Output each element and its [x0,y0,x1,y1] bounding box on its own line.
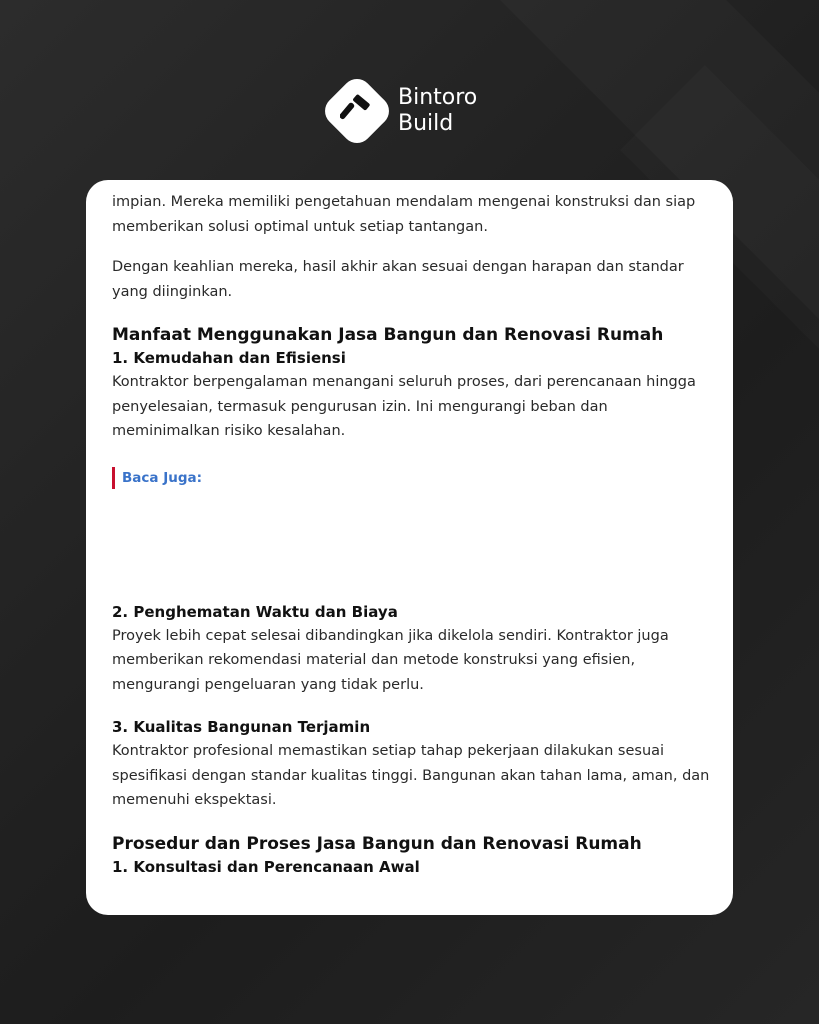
brand-name-line1: Bintoro [398,85,478,110]
read-also-box [112,466,712,490]
read-also-accent-bar [112,467,115,489]
procedure-1-title: 1. Konsultasi dan Perencanaan Awal [112,857,420,876]
benefit-1-title: 1. Kemudahan dan Efisiensi [112,349,346,367]
brand-name-line2: Build [398,111,454,136]
read-also-empty-area [112,490,712,600]
benefit-2-title: 2. Penghematan Waktu dan Biaya [112,602,398,621]
brand-logo [330,84,477,138]
logo-badge [319,73,395,149]
read-also-link[interactable]: Baca Juga: [122,469,203,486]
section-title-procedure: Prosedur dan Proses Jasa Bangun dan Renovasi Rumah [112,833,642,854]
article-card [86,180,733,915]
benefit-1-text: Kontraktor berpengalaman menangani seluruh proses, dari perencanaan hingga penyelesaian, termasuk pengurusan izin. Ini mengurangi beban dan meminimalkan risiko kesalahan. [112,374,696,439]
benefit-2-text: Proyek lebih cepat selesai dibandingkan jika dikelola sendiri. Kontraktor juga memberikan rekomendasi material dan metode konstruksi yang efisien, mengurangi pengeluaran yang tidak perlu. [112,627,669,693]
intro-paragraph-2: Dengan keahlian mereka, hasil akhir akan sesuai dengan harapan dan standar yang diinginkan. [112,259,684,300]
brand-name [398,85,477,137]
intro-paragraph: impian. Mereka memiliki pengetahuan mendalam mengenai konstruksi dan siap memberikan solusi optimal untuk setiap tantangan. [112,194,696,235]
article-content [112,190,712,879]
hammer-icon [340,94,374,128]
benefit-3-title: 3. Kualitas Bangunan Terjamin [112,718,371,736]
section-title-benefits: Manfaat Menggunakan Jasa Bangun dan Renovasi Rumah [112,325,664,345]
benefit-3-text: Kontraktor profesional memastikan setiap tahap pekerjaan dilakukan sesuai spesifikasi dengan standar kualitas tinggi. Bangunan akan tahan lama, aman, dan memenuhi ekspektasi. [112,743,710,808]
